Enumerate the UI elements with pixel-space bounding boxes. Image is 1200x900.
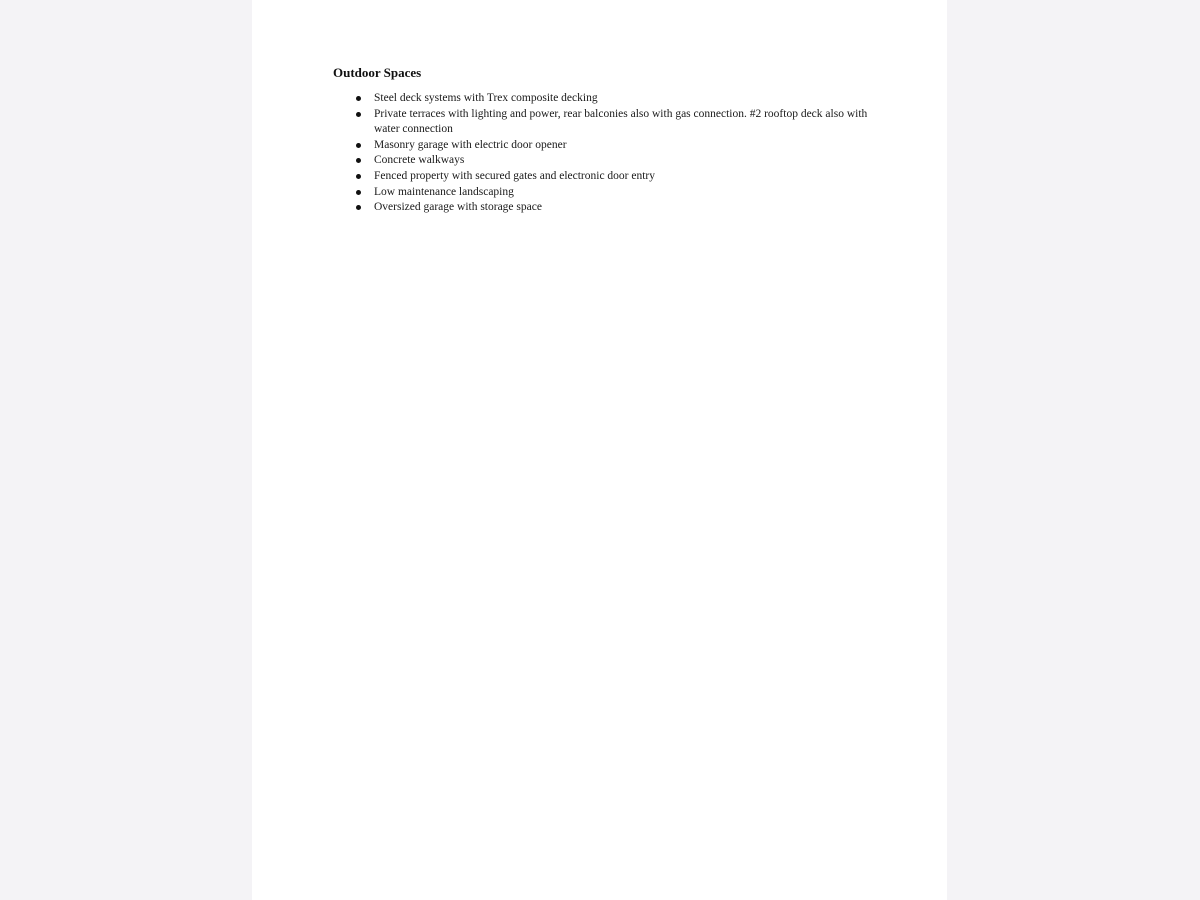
bullet-icon (356, 158, 361, 163)
bullet-icon (356, 112, 361, 117)
bullet-icon (356, 205, 361, 210)
list-item (350, 200, 870, 216)
section-title: Outdoor Spaces (333, 65, 422, 80)
list-item (350, 153, 870, 169)
list-item-text: Steel deck systems with Trex composite decking (374, 92, 598, 104)
list-item (350, 91, 870, 107)
bullet-icon (356, 174, 361, 179)
list-item-text: Masonry garage with electric door opener (374, 138, 567, 151)
list-item (350, 185, 870, 201)
list-item-text: Private terraces with lighting and power, rear balconies also with gas connection. #2 rooftop deck also with water connection (374, 107, 868, 136)
document-page (252, 0, 947, 900)
bullet-icon (356, 143, 361, 148)
list-item (350, 107, 870, 138)
list-item-text: Oversized garage with storage space (374, 201, 542, 214)
list-item-text: Fenced property with secured gates and electronic door entry (374, 169, 656, 182)
list-item-text: Concrete walkways (374, 154, 465, 167)
list-item (350, 169, 870, 185)
list-item (350, 138, 870, 154)
bullet-icon (356, 190, 361, 195)
list-item-text: Low maintenance landscaping (374, 185, 514, 198)
bullet-list (350, 91, 870, 216)
bullet-icon (356, 96, 361, 101)
